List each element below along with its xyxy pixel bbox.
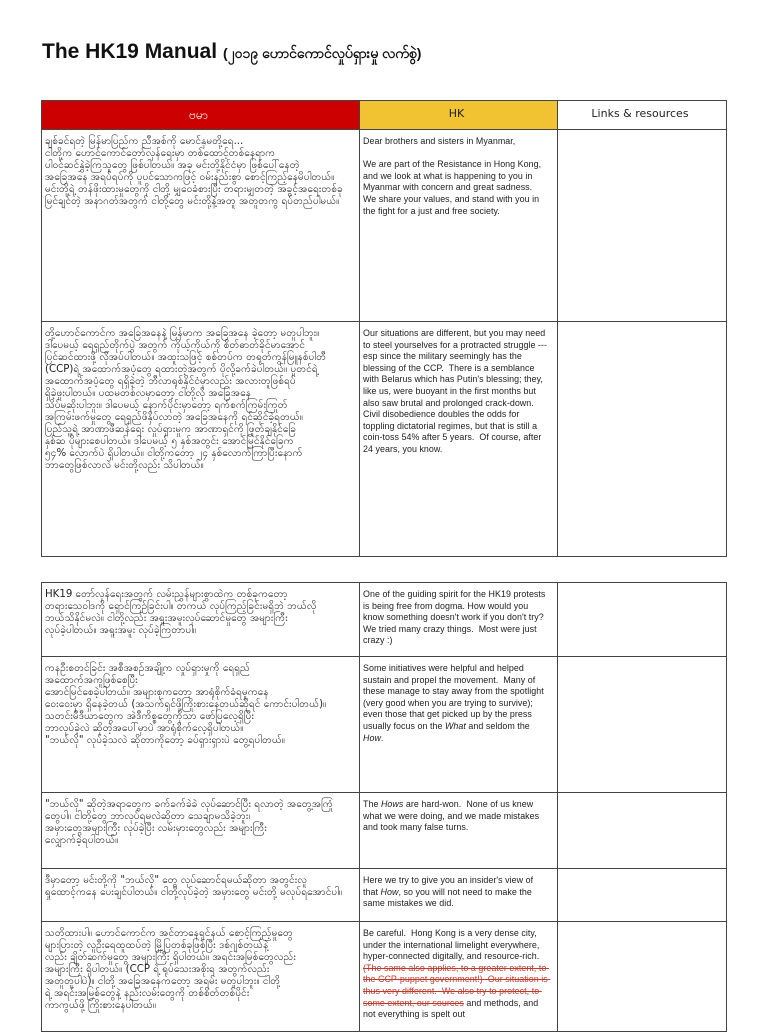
emphasis-hows: Hows bbox=[380, 799, 404, 809]
table-row bbox=[42, 583, 727, 657]
text-run: Be careful. Hong Kong is a very dense city, under the international limelight everywhere, hyper-connected digitally, and resource-rich. bbox=[363, 928, 545, 962]
links-cell[interactable] bbox=[558, 657, 727, 793]
burmese-text-cell: "ဘယ်လို" ဆိုတဲ့အရာတွေက ခက်ခက်ခဲခဲ လုပ်ဆောင်ပြီး ရလာတဲ့ အတွေ့အကြုံ တွေပါ။ ငါတို့တွေ ဘာလုပ်ရမလဲဆိုတာ သေချာမသိခဲ့ဘူး၊ အမှားတွေအများကြီး လုပ်ခဲ့ပြီး လမ်းမှားတွေလည်း အများကြီး လျှောက်ခဲ့ရပါတယ်။ bbox=[42, 793, 360, 869]
text-run: are hard-won. None of us knew what we were doing, and we made mistakes and took many false turns. bbox=[363, 799, 542, 833]
burmese-text-cell: တို့ဟောင်ကောင်က အခြေအနေနဲ့ မြန်မာက အခြေအနေ ခဲ့တော့ မတူပါဘူး။ ဒါပေမယ့် ရေရှည်တိုက်ပွဲ အတွက် ကိုယ့်ကိုယ်ကို စိတ်ဓာတ်ခိုင်မာအောင် ပြင်ဆင်ထားဖို့ လိုအပ်ပါတယ်။ အထူးသဖြင့် စစ်တပ်က တရုတ်ကွန်မြူနစ်ပါတီ (CCP)ရဲ့ အထောက်အပံ့တွေ ရထားတဲ့အတွက် ပိုလို့ခက်ခဲပါတယ်။ ပူတင်ရဲ့ အထောက်အပံ့တွေ ရရှိခဲ့တဲ့ ဘီလာရုစ်နိုင်ငံမှာလည်း အလားတူဖြစ်ရပ် ရှိခဲ့ဖူးပါတယ်။ ပထမတစ်လမှာတော့ ငါတို့လို အခြေအနေ သိပ်မဆိုးပါဘူး။ ဒါပေမယ့် နောက်ပိုင်းမှာတော့ ရက်စက်ကြမ်းကြုတ် အကြမ်းဖက်မှုတွေ ရေရှည်ဖိနှိပ်လာတဲ့ အခြေအနေကို ရင်ဆိုင်ခဲ့ရတယ်။ ပြည်သူ့ရဲ့ အာဏာဖီဆန်ရေး လှုပ်ရှားမှုက အာဏာရှင်ကို ဖြုတ်ချနိုင်ခြေ နှစ်ဆ ပိုများစေပါတယ်။ ဒါပေမယ့် ၅ နှစ်အတွင်း အောင်မြင်နိုင်ခြေက ၅၄% လောက်ပဲ ရှိပါတယ်။ ငါတို့ကတော့ ၂၄ နှစ်လောက်ကြာပြီးနောက် ဘာတွေဖြစ်လာလဲ မင်းတို့လည်း သိပါတယ်။ bbox=[42, 322, 360, 557]
strikethrough-text: (The same also applies, to a greater extent, to the CCP-puppet government!) Our situation is thus very different. We also try to protect, to some extent, our sources bbox=[363, 962, 551, 1008]
table-row bbox=[42, 322, 727, 557]
manual-table-1 bbox=[41, 100, 727, 557]
burmese-text-cell: ဒီမှာတော့ မင်းတို့ကို "ဘယ်လို" တွေ လုပ်ဆောင်ရမယ်ဆိုတာ အတွင်းလူ ရှုထောင့်ကနေ ပေးချင်ပါတယ်။ ငါတို့လုပ်ခဲ့တဲ့ အမှားတွေ မင်းတို့ မလုပ်ရအောင်ပါ။ bbox=[42, 869, 360, 922]
emphasis-how: How bbox=[363, 732, 381, 743]
page-title-subtitle: (၂၀၁၉ ဟောင်ကောင်လှုပ်ရှားမှု လက်စွဲ) bbox=[223, 45, 422, 61]
table-row bbox=[42, 130, 727, 322]
header-burmese: ဗမာ bbox=[42, 101, 360, 130]
english-text-cell bbox=[360, 922, 558, 1032]
table-row bbox=[42, 657, 727, 793]
english-text-cell: Our situations are different, but you may need to steel yourselves for a protracted struggle --- esp since the military seemingly has the blessing of the CCP. There is a semblance with Belarus which has Putin's blessing; they, like us, were buoyant in the first months but also saw brutal and prolonged crack-down. Civil disobedience doubles the odds for toppling dictatorial regimes, but that is still a coin-toss 54% after 5 years. Of course, after 24 years, you know. bbox=[360, 322, 558, 557]
english-text-cell: One of the guiding spirit for the HK19 protests is being free from dogma. How would you know something doesn't work if you don't try? We tried many crazy things. Most were just crazy :) bbox=[360, 583, 558, 657]
text-run: Some initiatives were helpful and helped sustain and propel the movement. Many of these manage to stay away from the spotlight (very good when you are trying to survive); even those that get picked up by the press usually focus on the bbox=[363, 663, 547, 731]
links-cell[interactable] bbox=[558, 922, 727, 1032]
burmese-text-cell: HK19 တော်လှန်ရေးအတွက် လမ်းညွှန်များစွာထဲက တစ်ခုကတော့ တရားသေဝါဒကို ရှောင်ကြဉ်ခြင်းပါ။ တကယ် လုပ်ကြည့်ခြင်းမရှိဘဲ ဘယ်လို ဘယ်သိနိုင်မလဲ။ ငါတို့လည်း အရူးအမူးလုပ်ဆောင်မှုတွေ အများကြီး လုပ်ခဲ့ပါတယ်။ အရူးအမူး လုပ်ခဲ့ကြတာပါ။ bbox=[42, 583, 360, 657]
links-cell[interactable] bbox=[558, 869, 727, 922]
text-run: Here we try to give you an insider's view of that bbox=[363, 875, 536, 897]
header-links-resources: Links & resources bbox=[558, 101, 727, 130]
table-row bbox=[42, 869, 727, 922]
links-cell[interactable] bbox=[558, 130, 727, 322]
text-run: and methods, and not everything is spelt out bbox=[363, 997, 541, 1020]
links-cell[interactable] bbox=[558, 322, 727, 557]
table-row bbox=[42, 922, 727, 1032]
header-hk: HK bbox=[360, 101, 558, 130]
page-title-main: The HK19 Manual bbox=[42, 40, 218, 63]
page-title bbox=[42, 40, 421, 65]
emphasis-how: How bbox=[380, 886, 399, 897]
text-run: and seldom the bbox=[465, 720, 533, 731]
burmese-text-cell: ချစ်ခင်ရတဲ့ မြန်မာပြည်က ညီအစ်ကို မောင်နှမတို့ရေ... ငါတို့က ဟောင်ကောင်တော်လှန်ရေးမှာ တစ်ထောင့်တစ်နေရာက ပါဝင်ဆင်နွှဲခဲ့ကြသူတွေ ဖြစ်ပါတယ်။ အခု မင်းတို့နိုင်ငံမှာ ဖြစ်ပေါ်နေတဲ့ အခြေအနေ အရပ်ရပ်ကို ပူပင်သောကဖြင့် ဝမ်းနည်းစွာ စောင့်ကြည့်နေမိပါတယ်။ မင်းတို့ရဲ့ တန်ဖိုးထားမှုတွေကို ငါတို့ မျှဝေခံစားပြီး တရားမျှတတဲ့ အခွင့်အရေးတစ်ခု မြင်ချင်တဲ့ အနာဂတ်အတွက် ငါတို့တွေ မင်းတို့နဲ့အတူ အတူတကွ ရပ်တည်ပါမယ်။ bbox=[42, 130, 360, 322]
english-text-cell bbox=[360, 869, 558, 922]
text-run: , so you will not need to make the same mistakes we did. bbox=[363, 886, 535, 909]
manual-table-2 bbox=[41, 582, 727, 1032]
table-row bbox=[42, 793, 727, 869]
emphasis-what: What bbox=[444, 720, 466, 731]
english-text-cell bbox=[360, 657, 558, 793]
burmese-text-cell: ကနဦးစတင်ခြင်း အစီအစဉ်အချို့က လှုပ်ရှားမှုကို ရေရှည် အထောက်အကူဖြစ်စေပြီး အောင်မြင်စေခဲ့ပါတယ်။ အများစုကတော့ အာရုံစိုက်ခံရမှုကနေ ဝေးဝေးမှာ ရှိနေခဲ့တယ် (အသက်ရှင်ဖို့ကြိုးစားနေတယ်ဆိုရင် ကောင်းပါတယ်)။ သတင်းမီဒီယာတွေက အဲဒီကိစ္စတွေကိုသာ ဖော်ပြလေ့ရှိပြီး ဘာလုပ်ခဲ့လဲ ဆိုတဲ့အပေါ်မှာပဲ အာရုံစိုက်လေ့ရှိပါတယ်။ "ဘယ်လို" လုပ်ခဲ့သလဲ ဆိုတာကိုတော့ ခပ်ရှားရှားပဲ တွေ့ရပါတယ်။ bbox=[42, 657, 360, 793]
table-header-row bbox=[42, 101, 727, 130]
english-text-cell: Dear brothers and sisters in Myanmar, We are part of the Resistance in Hong Kong, and we look at what is happening to you in Myanmar with concern and great sadness. We share your values, and stand with you in the fight for a just and free society. bbox=[360, 130, 558, 322]
links-cell[interactable] bbox=[558, 793, 727, 869]
links-cell[interactable] bbox=[558, 583, 727, 657]
text-run: . bbox=[380, 732, 384, 743]
text-run: The bbox=[363, 799, 381, 809]
burmese-text-cell: သတိထားပါ။ ဟောင်ကောင်က အင်တာနေရှင်နယ် စောင့်ကြည့်မှုတွေ များပြားတဲ့ လူဦးရေထူထပ်တဲ့ မြို့ပြတစ်ခုဖြစ်ပြီး ဒစ်ဂျစ်တယ်နဲ့ လည်း ချိတ်ဆက်မှုတွေ အများကြီး ရှိပါတယ်။ အရင်းအမြစ်တွေလည်း အများကြီး ရှိပါတယ်။ (CCP ရဲ့ ရုပ်သေးအစိုးရ အတွက်လည်း အတူတူပါပဲ)။ ငါတို့ အခြေအနေကတော့ အရမ်း မတူပါဘူး။ ငါတို့ ရဲ့ အရင်းအမြစ်တွေနဲ့ နည်းလမ်းတွေကို တစ်စိတ်တစ်ပိုင်း ကာကွယ်ဖို့ ကြိုးစားနေပါတယ်။ bbox=[42, 922, 360, 1032]
english-text-cell bbox=[360, 793, 558, 869]
